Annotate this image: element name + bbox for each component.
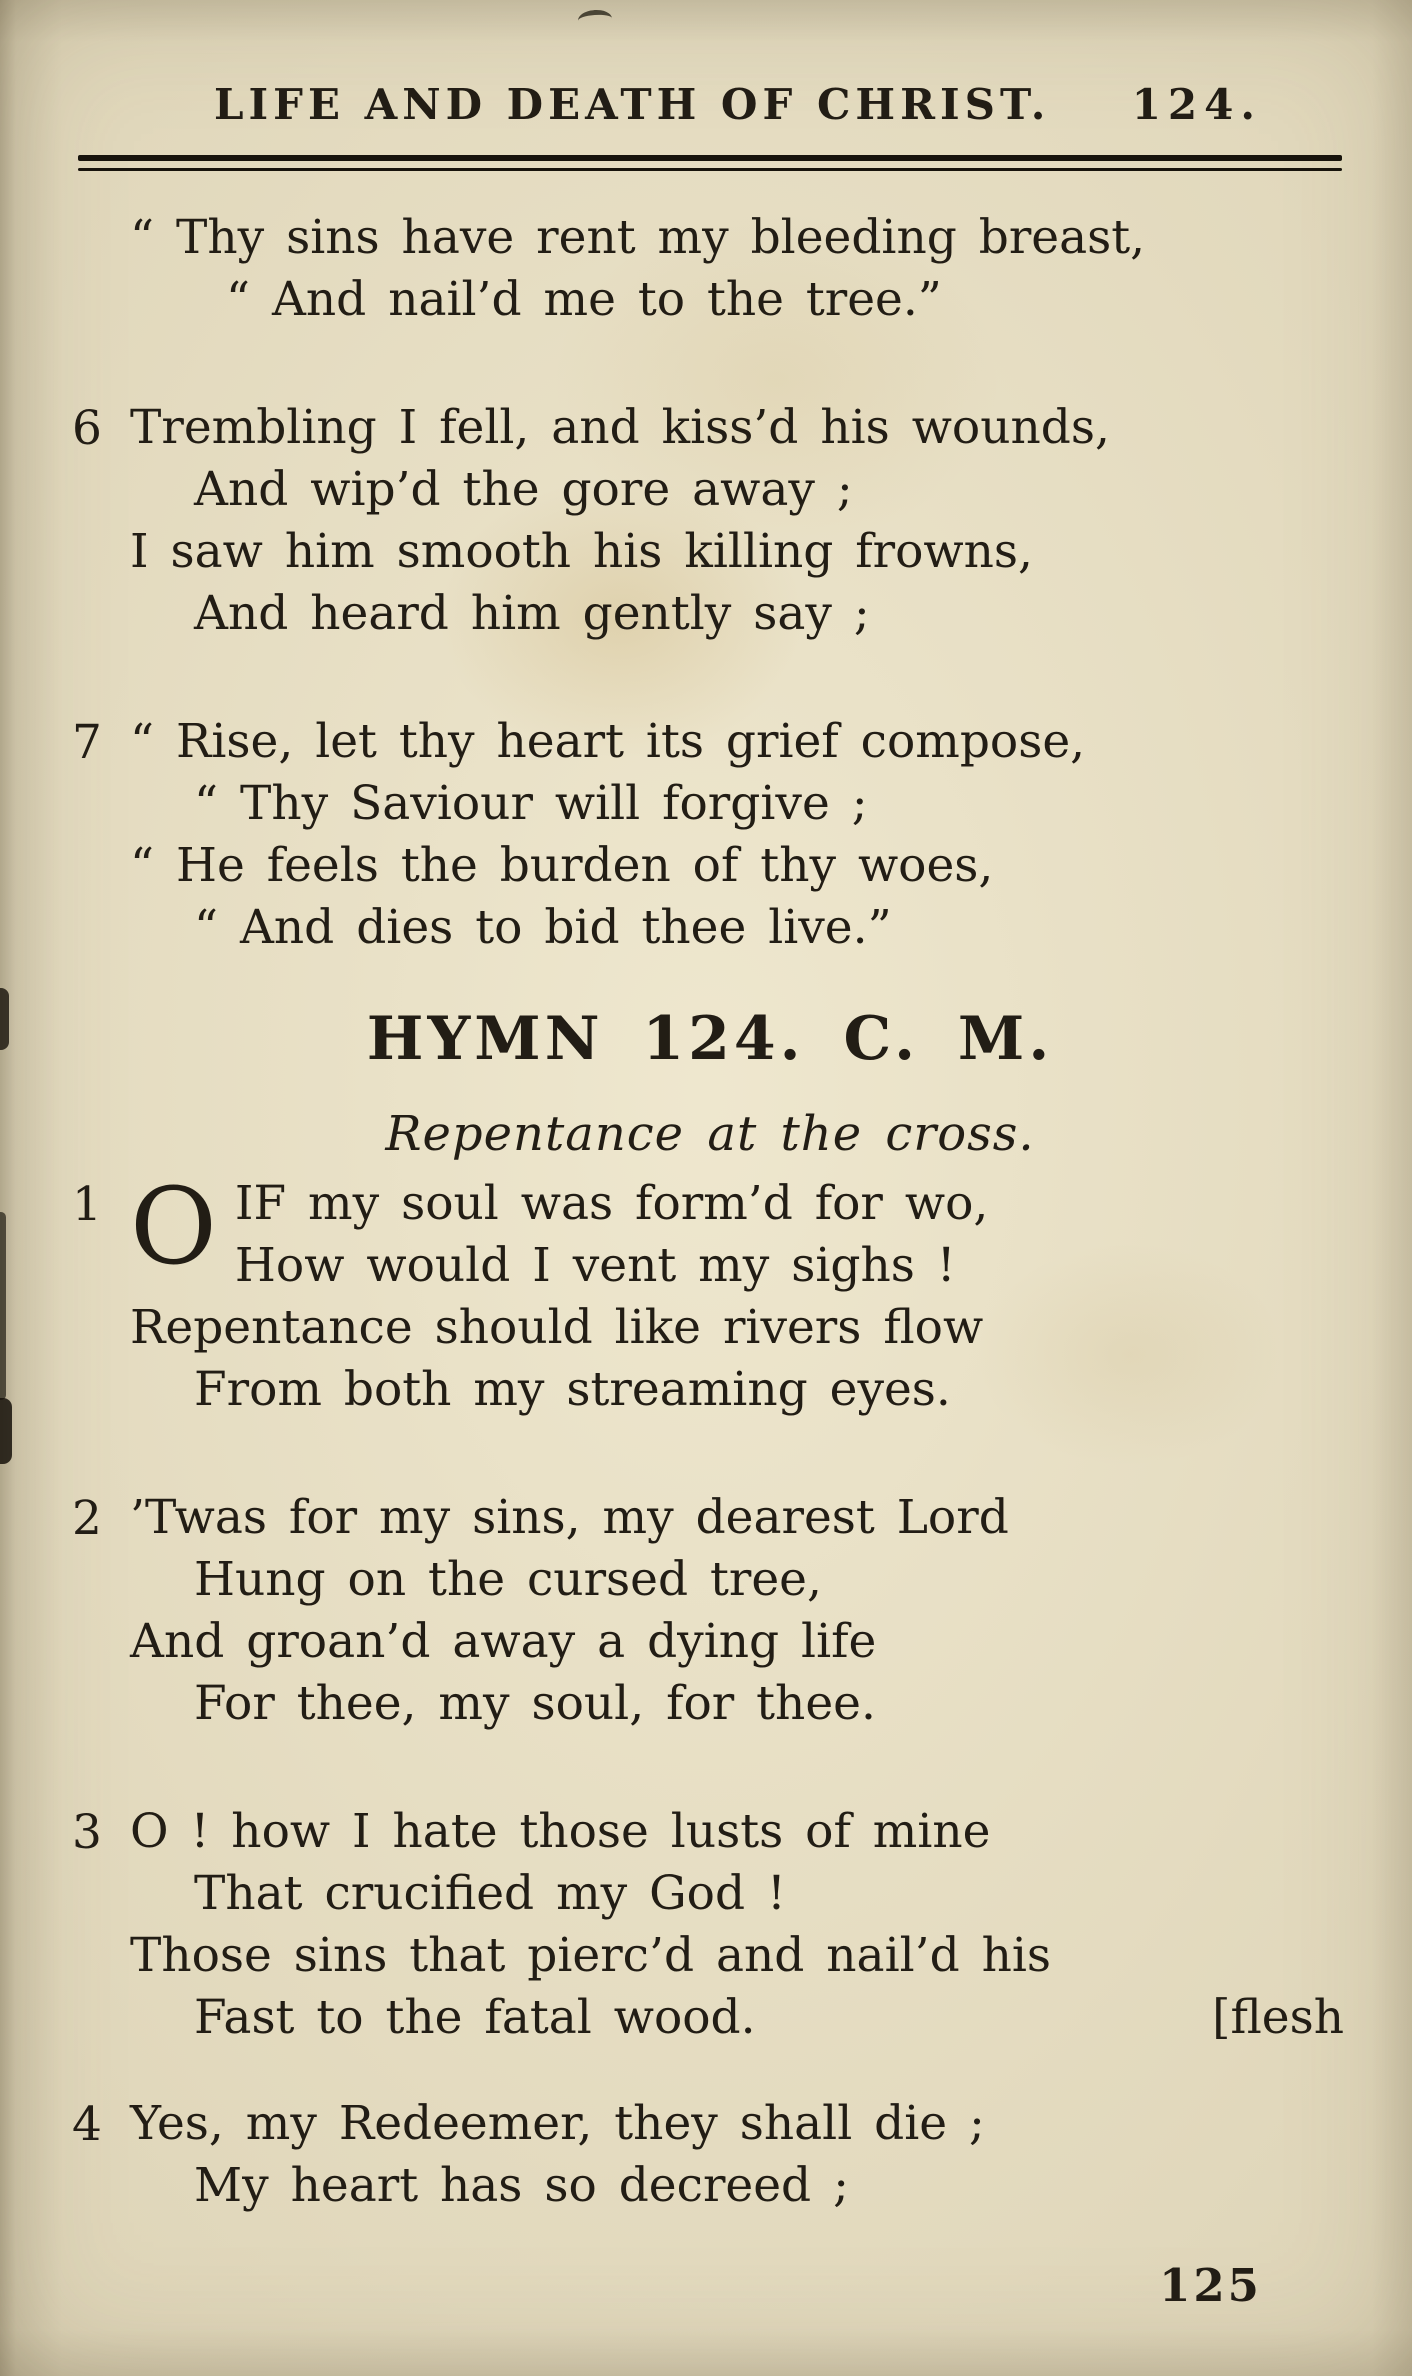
verse-line: Yes, my Redeemer, they shall die ; xyxy=(130,2096,985,2151)
stanza-lines xyxy=(130,711,1348,959)
verse-line: O ! how I hate those lusts of mine xyxy=(130,1804,991,1859)
dropcap-block xyxy=(130,1165,1348,1297)
drop-cap: O xyxy=(130,1165,217,1288)
stanza-lines xyxy=(130,1801,1348,2049)
verse-line: “ He feels the burden of thy woes, xyxy=(130,838,994,893)
stanza-7 xyxy=(72,711,1348,959)
verse-line: Trembling I fell, and kiss’d his wounds, xyxy=(130,400,1110,455)
stanza-number: 7 xyxy=(72,715,102,770)
verse-line: My heart has so decreed ; xyxy=(194,2158,849,2213)
scan-artifact-mark xyxy=(577,9,612,30)
header-rule-thick xyxy=(78,155,1342,161)
page-number-top: 124. xyxy=(1131,80,1262,129)
verse-line: Repentance should like rivers flow xyxy=(130,1300,984,1355)
verse-line: ’Twas for my sins, my dearest Lord xyxy=(130,1490,1009,1545)
hymn-title: HYMN 124. C. M. xyxy=(366,1004,1054,1074)
stanza-number: 6 xyxy=(72,401,102,456)
stanza-1 xyxy=(72,1165,1348,1421)
binding-edge-mark xyxy=(0,1398,12,1464)
header-rule-thin xyxy=(78,168,1342,171)
page-number-bottom: 125 xyxy=(1159,2259,1262,2312)
verse-line: And groan’d away a dying life xyxy=(130,1614,877,1669)
stanza-lines xyxy=(130,1165,1348,1421)
verse-line: How would I vent my sighs ! xyxy=(234,1238,956,1293)
verse-line: I saw him smooth his killing frowns, xyxy=(130,524,1033,579)
stanza-4 xyxy=(72,2093,1348,2217)
stanza-lines xyxy=(130,397,1348,645)
stanza-number: 1 xyxy=(72,1177,102,1232)
verse-line: Those sins that pierc’d and nail’d his xyxy=(130,1928,1052,1983)
catchword: [flesh xyxy=(1212,1990,1344,2045)
verse-line: “ Thy Saviour will forgive ; xyxy=(194,776,868,831)
verse-line: “ Rise, let thy heart its grief compose, xyxy=(130,714,1086,769)
verse-line-with-catchword xyxy=(130,1987,1348,2049)
verse-line: “ And nail’d me to the tree.” xyxy=(226,272,942,327)
verse-line: And heard him gently say ; xyxy=(194,586,870,641)
verse-line: And wip’d the gore away ; xyxy=(194,462,853,517)
binding-edge-mark xyxy=(0,1212,6,1400)
stanza-lines xyxy=(130,1487,1348,1735)
verse-line: For thee, my soul, for thee. xyxy=(194,1676,876,1731)
verse-line: That crucified my God ! xyxy=(194,1866,786,1921)
verse-line: Fast to the fatal wood. xyxy=(194,1990,756,2045)
stanza-number: 4 xyxy=(72,2097,102,2152)
verse-line: Hung on the cursed tree, xyxy=(194,1552,822,1607)
hymn-subtitle: Repentance at the cross. xyxy=(385,1106,1035,1162)
stanza-lines xyxy=(130,2093,1348,2217)
running-title: LIFE AND DEATH OF CHRIST. xyxy=(214,80,1051,129)
hymn-text-block xyxy=(72,207,1348,2217)
verse-line: “ And dies to bid thee live.” xyxy=(194,900,892,955)
stanza-3 xyxy=(72,1801,1348,2049)
stanza-continuation xyxy=(130,207,1348,331)
binding-edge-mark xyxy=(0,988,9,1050)
verse-line: “ Thy sins have rent my bleeding breast, xyxy=(130,210,1146,265)
header-rule xyxy=(78,155,1342,171)
running-header xyxy=(72,52,1348,129)
stanza-number: 3 xyxy=(72,1805,102,1860)
verse-line: From both my streaming eyes. xyxy=(194,1362,951,1417)
verse-line: IF my soul was form’d for wo, xyxy=(234,1176,989,1231)
stanza-number: 2 xyxy=(72,1491,102,1546)
stanza-2 xyxy=(72,1487,1348,1735)
stanza-6 xyxy=(72,397,1348,645)
